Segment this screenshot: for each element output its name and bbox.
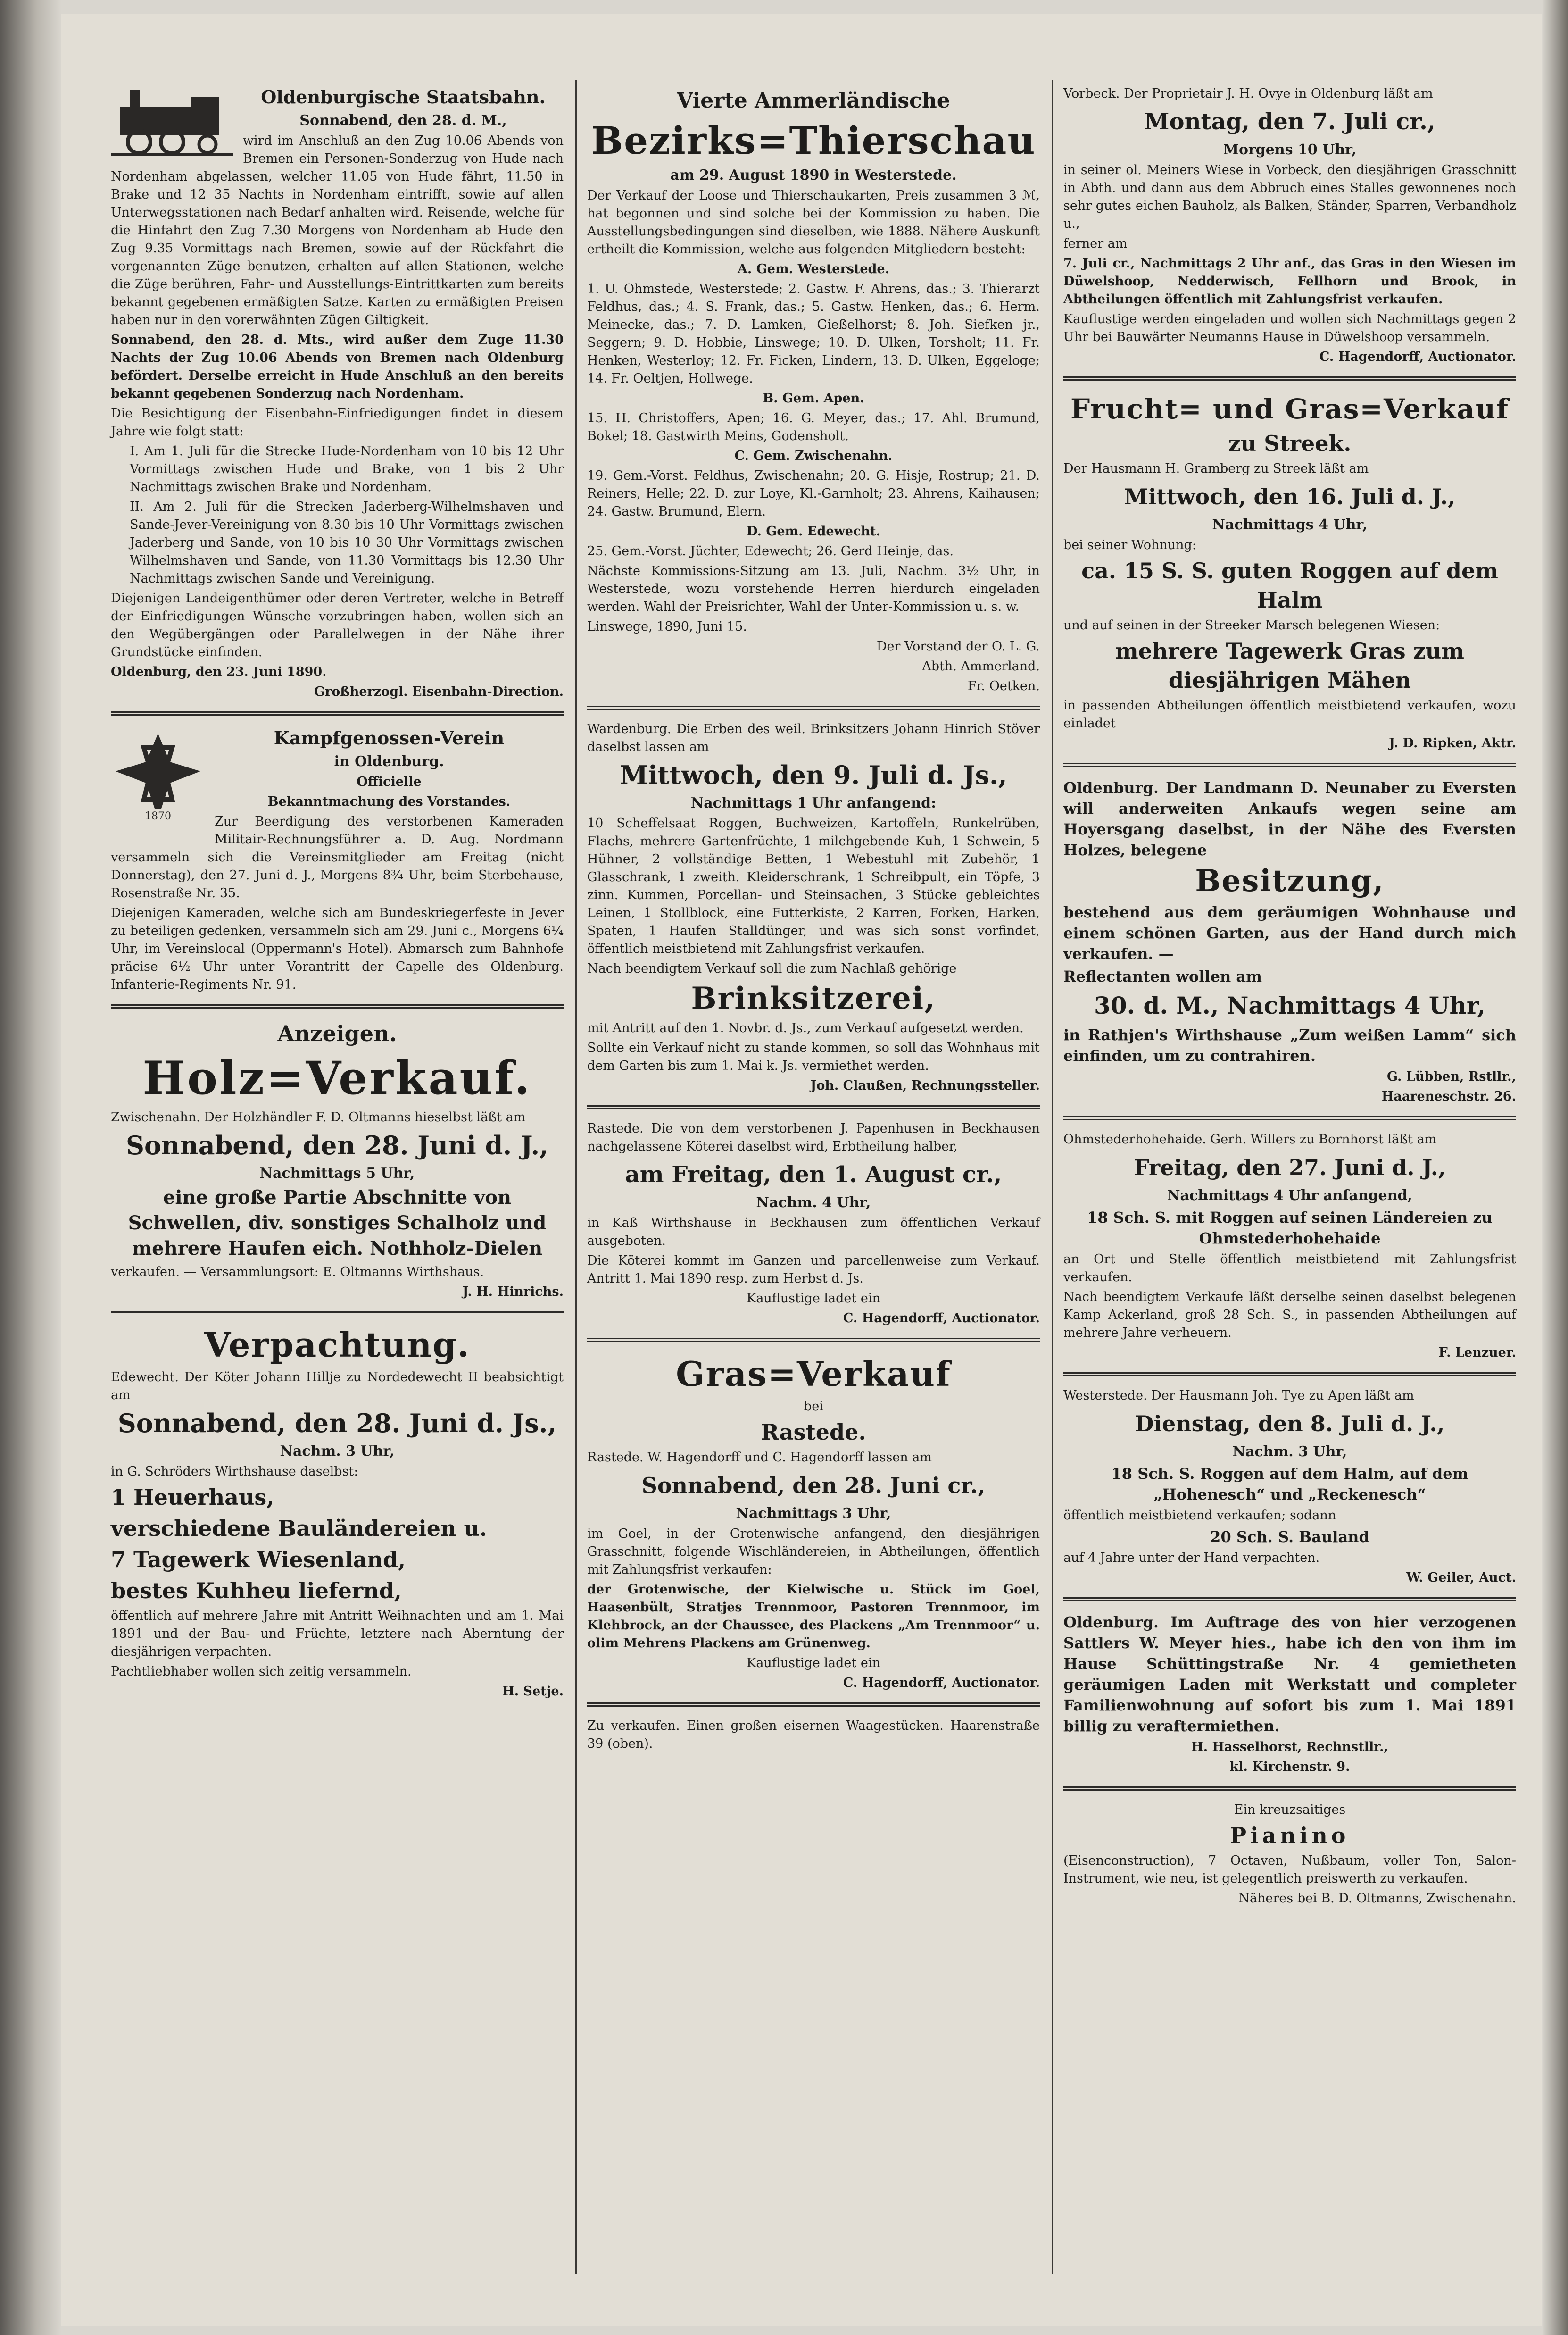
ad-text: Zur Beerdigung des verstorbenen Kameraden Militair-Rechnungsführer a. D. Aug. Nordmann versammeln sich die Vereinsmitglieder am Freitag (nicht Donnerstag), den 27. Juni d. J., Morgens 8¾ Uhr, beim Sterbehause, Rosenstraße Nr. 35. xyxy=(111,814,564,901)
ad-signature: Der Vorstand der O. L. G. xyxy=(876,639,1040,654)
ad-heading: Brinksitzerei, xyxy=(691,981,936,1016)
ad-date: Dienstag, den 8. Juli d. J., xyxy=(1135,1411,1445,1436)
ad-subheading: Rastede. xyxy=(761,1419,866,1445)
ad-text: öffentlich meistbietend verkaufen; sodann xyxy=(1063,1508,1336,1523)
ad-time: Nachm. 3 Uhr, xyxy=(1232,1443,1347,1460)
ad-gras-verkauf-rastede xyxy=(587,1352,1040,1707)
ad-text: in G. Schröders Wirthshause daselbst: xyxy=(111,1464,358,1479)
ad-text: in passenden Abtheilungen öffentlich meistbietend verkaufen, wozu einladet xyxy=(1063,698,1516,731)
ad-holz-verkauf xyxy=(111,1050,564,1313)
ad-time: Nachmittags 5 Uhr, xyxy=(259,1165,415,1182)
ad-text: Wardenburg. Die Erben des weil. Brinksitzers Johann Hinrich Stöver daselbst lassen am xyxy=(587,722,1040,754)
ad-item: verschiedene Bauländereien u. xyxy=(111,1516,487,1541)
ad-subheading: C. Gem. Zwischenahn. xyxy=(734,449,893,463)
ad-signature: F. Lenzuer. xyxy=(1438,1345,1516,1360)
ad-text: 25. Gem.-Vorst. Jüchter, Edewecht; 26. Gerd Heinje, das. xyxy=(587,544,954,559)
ad-signature: Haareneschstr. 26. xyxy=(1381,1089,1516,1104)
ad-date: Sonnabend, den 28. Juni cr., xyxy=(641,1473,986,1498)
scan-binding-edge xyxy=(0,0,61,2335)
ad-text: im Goel, in der Grotenwische anfangend, den diesjährigen Grasschnitt, folgende Wischländereien, in Abtheilungen, öffentlich mit Zahlungsfrist verkaufen: xyxy=(587,1526,1040,1577)
ad-time: Morgens 10 Uhr, xyxy=(1223,142,1357,158)
ad-item: ca. 15 S. S. guten Roggen auf dem Halm xyxy=(1081,558,1498,613)
emblem-year: 1870 xyxy=(145,810,171,822)
ad-text: auf 4 Jahre unter der Hand verpachten. xyxy=(1063,1551,1320,1565)
ad-date: Sonnabend, den 28. d. M., xyxy=(299,112,507,129)
ad-text: 15. H. Christoffers, Apen; 16. G. Meyer, das.; 17. Ahl. Brumund, Bokel; 18. Gastwirth Meins, Godensholt. xyxy=(587,411,1040,443)
ad-text: (Eisenconstruction), 7 Octaven, Nußbaum, voller Ton, Salon-Instrument, wie neu, ist gelegentlich preiswerth zu verkaufen. xyxy=(1063,1853,1516,1886)
iron-cross-icon xyxy=(111,729,205,828)
ad-text: 19. Gem.-Vorst. Feldhus, Zwischenahn; 20. G. Hisje, Rostrup; 21. D. Reiners, Helle; 22. D. zur Loye, Kl.-Garnholt; 23. Ahrens, Kaihausen; 24. Gastw. Brumund, Elern. xyxy=(587,468,1040,519)
ad-text: Rastede. W. Hagendorff und C. Hagendorff lassen am xyxy=(587,1450,932,1465)
ad-text: Der Verkauf der Loose und Thierschaukarten, Preis zusammen 3 ℳ, hat begonnen und sind solche bei der Kommission zu haben. Die Ausstellungsbedingungen sind dieselben, wie 1888. Nähere Auskunft ertheilt die Kommission, welche aus folgenden Mitgliedern besteht: xyxy=(587,188,1040,257)
ad-text: Diejenigen Kameraden, welche sich am Bundeskriegerfeste in Jever zu beteiligen gedenken, versammeln sich am 29. Juni c., Morgens 6¼ Uhr, im Vereinslocal (Oppermann's Hotel). Abmarsch zum Bahnhofe präcise 6½ Uhr unter Vorantritt der Capelle des Oldenburg. Infanterie-Regiments Nr. 91. xyxy=(111,906,564,992)
ad-text: I. Am 1. Juli für die Strecke Hude-Nordenham von 10 bis 12 Uhr Vormittags zwischen Hude und Brake, von 1 bis 2 Uhr Nachmittags zwischen Brake und Nordenham. xyxy=(130,444,564,494)
ad-signature: Abth. Ammerland. xyxy=(922,659,1040,674)
ad-verpachtung xyxy=(111,1323,564,1711)
column-rule xyxy=(1052,80,1053,2274)
ad-text: Oldenburg. Im Auftrage des von hier verzogenen Sattlers W. Meyer hies., habe ich den von ihm im Hause Schüttingstraße Nr. 4 gemietheten geräumigen Laden mit Werkstatt und completer Familienwohnung auf sofort bis zum 1. Mai 1891 billig zu veraftermiethen. xyxy=(1063,1613,1516,1735)
ad-text: Näheres bei B. D. Oltmanns, Zwischenahn. xyxy=(1238,1891,1516,1906)
ad-text: Vorbeck. Der Proprietair J. H. Ovye in Oldenburg läßt am xyxy=(1063,86,1433,101)
ad-signature: kl. Kirchenstr. 9. xyxy=(1229,1760,1350,1774)
ad-signature: Großherzogl. Eisenbahn-Direction. xyxy=(314,684,564,699)
ad-item: mehrere Tagewerk Gras zum diesjährigen Mähen xyxy=(1115,638,1464,693)
ad-signature: C. Hagendorff, Auctionator. xyxy=(843,1676,1040,1690)
ad-date: Freitag, den 27. Juni d. J., xyxy=(1134,1155,1446,1180)
ad-laden xyxy=(1063,1612,1516,1791)
ad-text: Ohmstederhohehaide. Gerh. Willers zu Bornhorst läßt am xyxy=(1063,1132,1437,1147)
ad-ohmstederhohehaide xyxy=(1063,1131,1516,1376)
ad-heading: Frucht= und Gras=Verkauf xyxy=(1070,393,1509,425)
ad-signature: G. Lübben, Rstllr., xyxy=(1386,1069,1516,1084)
ad-text: Kauflustige werden eingeladen und wollen sich Nachmittags gegen 2 Uhr bei Bauwärter Neumanns Hause in Düwelshoop versammeln. xyxy=(1063,312,1516,344)
ad-text: der Grotenwische, der Kielwische u. Stück im Goel, Haasenbült, Stratjes Trennmoor, Pastoren Trennmoor, im Klehbrock, an der Chaussee, des Plackens „Am Trennmoor“ u. olim Mehrens Plackens am Grünenweg. xyxy=(587,1582,1040,1651)
ad-text: Die Köterei kommt im Ganzen und parcellenweise zum Verkauf. Antritt 1. Mai 1890 resp. zum Herbst d. Js. xyxy=(587,1253,1040,1286)
ad-item: 18 Sch. S. Roggen auf dem Halm, auf dem „Hohenesch“ und „Reckenesch“ xyxy=(1111,1465,1468,1503)
ad-text: Nach beendigtem Verkauf soll die zum Nachlaß gehörige xyxy=(587,961,957,976)
ad-staatsbahn xyxy=(111,85,564,716)
ad-signature: H. Hasselhorst, Rechnstllr., xyxy=(1191,1740,1388,1754)
ad-time: Nachmittags 4 Uhr, xyxy=(1212,517,1368,533)
ad-place: Oldenburg, den 23. Juni 1890. xyxy=(111,665,327,679)
ad-vorbeck xyxy=(1063,85,1516,381)
ad-waage xyxy=(587,1717,1040,1763)
ad-text: bei xyxy=(804,1399,823,1414)
ad-item: bestes Kuhheu liefernd, xyxy=(111,1578,402,1603)
ad-text: verkaufen. — Versammlungsort: E. Oltmanns Wirthshaus. xyxy=(111,1265,484,1279)
ad-heading: Holz=Verkauf. xyxy=(142,1051,532,1105)
ad-text: ferner am xyxy=(1063,236,1128,251)
ad-signature: W. Geiler, Auct. xyxy=(1406,1570,1516,1585)
ad-text: Sonnabend, den 28. d. Mts., wird außer dem Zuge 11.30 Nachts der Zug 10.06 Abends von Bremen nach Oldenburg befördert. Derselbe erreicht in Hude Anschluß an den bereits bekannt gegebenen Sonderzug nach Nordenham. xyxy=(111,333,564,401)
ad-heading: Verpachtung. xyxy=(204,1325,470,1365)
ad-time: Nachmittags 4 Uhr anfangend, xyxy=(1167,1187,1412,1204)
ad-item: 1 Heuerhaus, xyxy=(111,1484,274,1510)
ad-text: Sollte ein Verkauf nicht zu stande kommen, so soll das Wohnhaus mit dem Garten bis zum 1. Mai k. Js. vermiethet werden. xyxy=(587,1041,1040,1073)
ad-subheading: B. Gem. Apen. xyxy=(763,391,864,406)
column-left xyxy=(111,85,564,1721)
ad-pianino xyxy=(1063,1801,1516,1918)
ad-date: Sonnabend, den 28. Juni d. J., xyxy=(126,1130,548,1160)
ad-rastede-koeterei xyxy=(587,1120,1040,1342)
ad-text: bestehend aus dem geräumigen Wohnhause und einem schönen Garten, aus der Hand durch mich verkaufen. — xyxy=(1063,903,1516,963)
ad-date: am 29. August 1890 in Westerstede. xyxy=(670,167,957,183)
ad-besitzung xyxy=(1063,777,1516,1120)
ad-text: Zu verkaufen. Einen großen eisernen Waagestücken. Haarenstraße 39 (oben). xyxy=(587,1718,1040,1751)
newspaper-page xyxy=(61,14,1542,2326)
locomotive-icon xyxy=(111,88,233,158)
ad-heading: Pianino xyxy=(1230,1823,1350,1848)
ad-date: 30. d. M., Nachmittags 4 Uhr, xyxy=(1094,992,1485,1019)
column-rule xyxy=(575,80,577,2274)
ad-place: Linswege, 1890, Juni 15. xyxy=(587,619,747,634)
ad-thierschau xyxy=(587,87,1040,710)
ad-text: Kauflustige ladet ein xyxy=(747,1656,880,1670)
ad-body: eine große Partie Abschnitte von Schwellen, div. sonstiges Schalholz und mehrere Haufen eich. Nothholz-Dielen xyxy=(128,1186,547,1259)
ad-text: Der Hausmann H. Gramberg zu Streek läßt am xyxy=(1063,461,1369,476)
ad-item: 20 Sch. S. Bauland xyxy=(1210,1528,1369,1546)
ad-heading: Besitzung, xyxy=(1195,863,1385,899)
ad-text: bei seiner Wohnung: xyxy=(1063,538,1196,552)
ad-date: Montag, den 7. Juli cr., xyxy=(1144,108,1435,135)
ad-signature: C. Hagendorff, Auctionator. xyxy=(843,1311,1040,1326)
ad-time: Nachm. 4 Uhr, xyxy=(756,1194,871,1211)
ad-text: mit Antritt auf den 1. Novbr. d. Js., zum Verkauf aufgesetzt werden. xyxy=(587,1021,1024,1035)
ad-heading: Oldenburgische Staatsbahn. xyxy=(261,86,546,108)
ad-preheading: Vierte Ammerländische xyxy=(677,89,950,113)
ad-text: Kauflustige ladet ein xyxy=(747,1291,880,1306)
ad-text: öffentlich auf mehrere Jahre mit Antritt Weihnachten und am 1. Mai 1891 und der Bau- und Früchte, letztere nach Aberntung der diesjährigen verpachten. xyxy=(111,1609,564,1659)
ad-heading: Bezirks=Thierschau xyxy=(591,118,1036,163)
ad-item: 7 Tagewerk Wiesenland, xyxy=(111,1547,406,1572)
ad-westerstede xyxy=(1063,1387,1516,1601)
scan-right-edge xyxy=(1542,0,1568,2335)
ad-text: Oldenburg. Der Landmann D. Neunaber zu Eversten will anderweiten Ankaufs wegen seine am Hoyersgang daselbst, in der Nähe des Eversten Holzes, belegene xyxy=(1063,779,1516,859)
ad-subheading: Officielle xyxy=(357,775,422,789)
ad-heading: Gras=Verkauf xyxy=(676,1354,951,1394)
ad-date: Sonnabend, den 28. Juni d. Js., xyxy=(117,1408,557,1438)
ad-text: Westerstede. Der Hausmann Joh. Tye zu Apen läßt am xyxy=(1063,1388,1414,1403)
ad-subheading: in Oldenburg. xyxy=(334,753,444,770)
section-heading: Anzeigen. xyxy=(277,1021,397,1046)
ad-text: in seiner ol. Meiners Wiese in Vorbeck, den diesjährigen Grasschnitt in Abth. und dann aus dem Abbruch eines Stalles gewonnenes noch sehr gutes eichen Bauholz, als Balken, Ständer, Sparren, Verbandholz u., xyxy=(1063,163,1516,231)
ad-time: Nachm. 3 Uhr, xyxy=(280,1443,395,1459)
ad-frucht-gras-verkauf xyxy=(1063,391,1516,767)
ad-text: 1. U. Ohmstede, Westerstede; 2. Gastw. F. Ahrens, das.; 3. Thierarzt Feldhus, das.; 4. S. Frank, das.; 5. Gastw. Henken, das.; 6. Herm. Meinecke, das.; 7. D. Lamken, Gießelhorst; 8. Joh. Siefken jr., Seggern; 9. D. Hobbie, Linswege; 10. D. Ulken, Torsholt; 11. Fr. Henken, Westerloy; 12. Fr. Ficken, Lindern, 13. D. Ulken, Eggeloge; 14. Fr. Oeltjen, Hollwege. xyxy=(587,282,1040,386)
ad-signature: Fr. Oetken. xyxy=(967,679,1040,693)
ad-text: 7. Juli cr., Nachmittags 2 Uhr anf., das Gras in den Wiesen im Düwelshoop, Nedderwisch, Fellhorn und Brook, in Abtheilungen öffentlich mit Zahlungsfrist verkaufen. xyxy=(1063,256,1516,307)
ad-text: an Ort und Stelle öffentlich meistbietend mit Zahlungsfrist verkaufen. xyxy=(1063,1252,1516,1284)
ad-text: Nach beendigtem Verkaufe läßt derselbe seinen daselbst belegenen Kamp Ackerland, groß 28 Sch. S., in passenden Abtheilungen auf mehrere Jahre verheuern. xyxy=(1063,1290,1516,1340)
column-middle xyxy=(587,85,1040,1774)
ad-signature: J. D. Ripken, Aktr. xyxy=(1389,736,1516,751)
ad-text: Rastede. Die von dem verstorbenen J. Papenhusen in Beckhausen nachgelassene Köterei daselbst wird, Erbtheilung halber, xyxy=(587,1121,1040,1154)
ad-text: II. Am 2. Juli für die Strecken Jaderberg-Wilhelmshaven und Sande-Jever-Vereinigung von 8.30 bis 10 Uhr Vormittags zwischen Jaderberg und Sande, von 10 bis 10 30 Uhr Vormittags zwischen Wilhelmshaven und Sande, von 11.30 Vormittags bis 12.30 Uhr Nachmittags zwischen Sande und Vereinigung. xyxy=(130,500,564,586)
ad-text: Edewecht. Der Köter Johann Hillje zu Nordedewecht II beabsichtigt am xyxy=(111,1370,564,1402)
ad-text: und auf seinen in der Streeker Marsch belegenen Wiesen: xyxy=(1063,618,1440,633)
ad-subheading: zu Streek. xyxy=(1228,431,1352,456)
column-right xyxy=(1063,85,1516,1928)
ad-text: Zwischenahn. Der Holzhändler F. D. Oltmanns hieselbst läßt am xyxy=(111,1110,526,1125)
ad-date: Mittwoch, den 9. Juli d. Js., xyxy=(620,760,1007,790)
ad-subheading: Bekanntmachung des Vorstandes. xyxy=(267,794,511,809)
ad-subheading: A. Gem. Westerstede. xyxy=(737,262,890,276)
ad-date: Mittwoch, den 16. Juli d. J., xyxy=(1124,484,1456,509)
ad-kampfgenossen xyxy=(111,726,564,1009)
ad-signature: Joh. Claußen, Rechnungssteller. xyxy=(810,1078,1040,1093)
ad-text: in Rathjen's Wirthshause „Zum weißen Lamm“ sich einfinden, um zu contrahiren. xyxy=(1063,1026,1516,1065)
ad-text: Die Besichtigung der Eisenbahn-Einfriedigungen findet in diesem Jahre wie folgt statt: xyxy=(111,406,564,439)
ad-text: in Kaß Wirthshause in Beckhausen zum öffentlichen Verkauf ausgeboten. xyxy=(587,1216,1040,1248)
ad-preheading: Ein kreuzsaitiges xyxy=(1234,1802,1346,1817)
ad-time: Nachmittags 1 Uhr anfangend: xyxy=(690,795,937,811)
ad-subheading: D. Gem. Edewecht. xyxy=(747,524,880,539)
ad-time: Nachmittags 3 Uhr, xyxy=(736,1505,891,1522)
ad-text: wird im Anschluß an den Zug 10.06 Abends von Bremen ein Personen-Sonderzug von Hude nach Nordenham abgelassen, welcher 11.05 von Hude fährt, 11.50 in Brake und 12 35 Nachts in Nordenham eintrifft, sowie auf allen Unterwegsstationen nach Bedarf anhalten wird. Reisende, welche für die Hinfahrt den Zug 7.30 Morgens von Nordenham ab Hude den Zug 9.35 Vormittags nach Bremen, sowie auf der Rückfahrt die vorgenannten Züge benutzen, erhalten auf allen Stationen, welche die Züge berühren, Fahr- und Ausstellungs-Eintrittkarten zum bereits bekannt gegebenen ermäßigten Satze. Karten zu ermäßigten Preisen haben nur in den vorerwähnten Zügen Giltigkeit. xyxy=(111,133,564,327)
ad-text: Reflectanten wollen am xyxy=(1063,967,1262,985)
ad-heading: Kampfgenossen-Verein xyxy=(274,727,505,749)
ad-text: Nächste Kommissions-Sitzung am 13. Juli, Nachm. 3½ Uhr, in Westerstede, wozu vorstehende Herren hierdurch eingeladen werden. Wahl der Preisrichter, Wahl der Unter-Kommission u. s. w. xyxy=(587,564,1040,614)
ad-wardenburg xyxy=(587,720,1040,1109)
ad-text: Diejenigen Landeigenthümer oder deren Vertreter, welche in Betreff der Einfriedigungen Wünsche vorzubringen haben, wollen sich an den Wegübergängen oder Parallelwegen in der Nähe ihrer Grundstücke einfinden. xyxy=(111,591,564,659)
ad-signature: H. Setje. xyxy=(502,1684,564,1699)
ad-text: 10 Scheffelsaat Roggen, Buchweizen, Kartoffeln, Runkelrüben, Flachs, mehrere Gartenfrüchte, 1 milchgebende Kuh, 1 Schwein, 5 Hühner, 2 vollständige Betten, 1 Webestuhl mit Zubehör, 1 Glasschrank, 1 zweith. Kleiderschrank, 1 Schreibpult, ein Töpfe, 3 zinn. Kummen, Porcellan- und Steinsachen, 3 Stücke gebleichtes Leinen, 1 Stollblock, eine Futterkiste, 2 Karren, Forken, Harken, Spaten, 1 Haufen Stalldünger, und was sich sonst vorfindet, öffentlich meistbietend mit Zahlungsfrist verkaufen. xyxy=(587,816,1040,956)
ad-item: 18 Sch. S. mit Roggen auf seinen Ländereien zu Ohmstederhohehaide xyxy=(1087,1209,1493,1247)
ad-date: am Freitag, den 1. August cr., xyxy=(625,1161,1002,1188)
ad-signature: C. Hagendorff, Auctionator. xyxy=(1319,350,1516,364)
ad-signature: J. H. Hinrichs. xyxy=(462,1284,564,1299)
ad-text: Pachtliebhaber wollen sich zeitig versammeln. xyxy=(111,1664,412,1679)
